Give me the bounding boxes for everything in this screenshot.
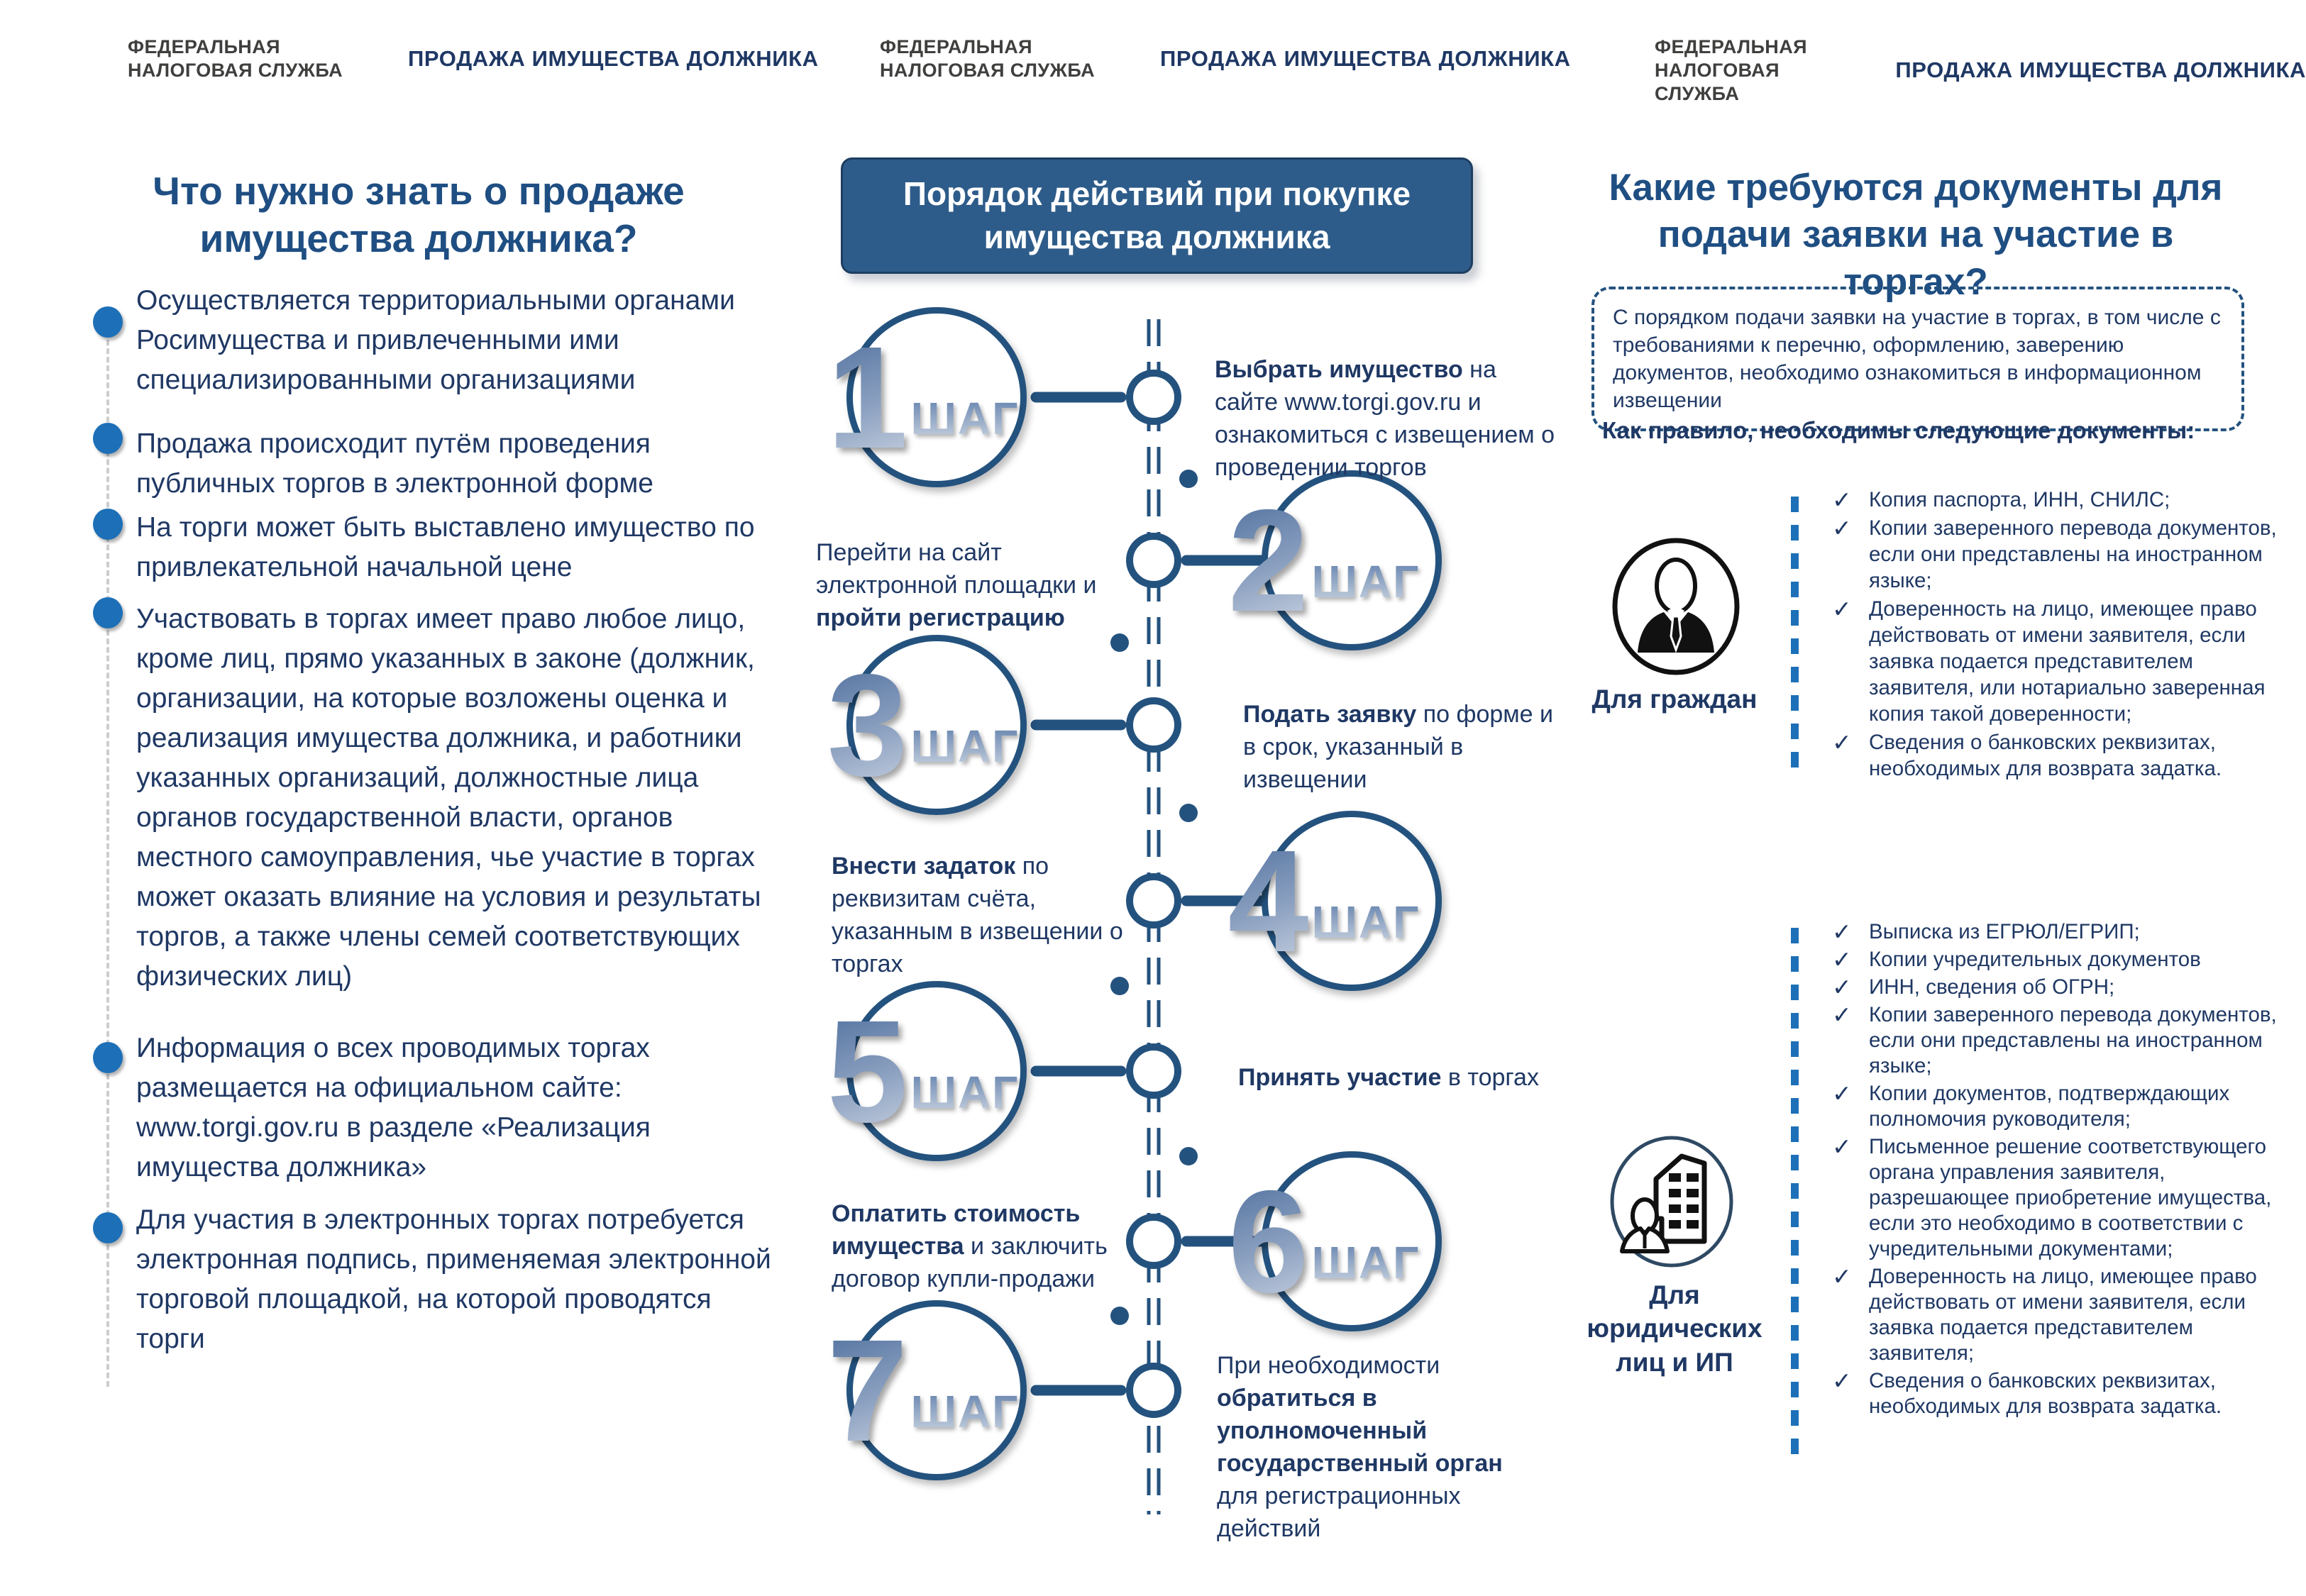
fns-logo (128, 35, 343, 82)
left-panel-title: Что нужно знать о продаже имущества должника? (153, 169, 685, 261)
legal-entity-icon (1608, 1134, 1736, 1270)
agency-line1: ФЕДЕРАЛЬНАЯ (880, 36, 1032, 57)
step-circle-7 (827, 1300, 1027, 1480)
list-item: ✓ Доверенность на лицо, имеющее право действовать от имени заявителя, если заявка подается представителем заявителя, или нотариально заверенная копия такой доверенности; (1832, 596, 2266, 726)
agency-line1: ФЕДЕРАЛЬНАЯ (128, 36, 280, 57)
agency-line2: НАЛОГОВАЯ СЛУЖБА (1655, 59, 1780, 104)
group-label-legal-entities: Для юридических лиц и ИП (1587, 1280, 1762, 1377)
step-circle-5 (827, 981, 1027, 1161)
check-icon: ✓ (1832, 729, 1852, 755)
step-number: 5 (827, 990, 908, 1153)
middle-panel-title: Порядок действий при покупке имущества должника (903, 175, 1411, 255)
step-word: ШАГ (1311, 1237, 1420, 1288)
step-word: ШАГ (1311, 556, 1420, 607)
agency-line1: ФЕДЕРАЛЬНАЯ (1655, 36, 1807, 57)
header-left (128, 35, 819, 82)
check-icon: ✓ (1832, 487, 1852, 513)
list-item: ✓ ИНН, сведения об ОГРН; (1832, 974, 2115, 1000)
step-number: 4 (1228, 819, 1309, 982)
list-item: ✓ Доверенность на лицо, имеющее право действовать от имени заявителя, если заявка подается представителем заявителя; (1832, 1263, 2257, 1365)
step-number: 6 (1228, 1160, 1309, 1323)
header-right (1655, 35, 2306, 106)
bullet-text: На торги может быть выставлено имущество по привлекательной начальной цене (136, 512, 755, 582)
group-separator (1791, 497, 1799, 780)
middle-panel-title-box (841, 157, 1473, 274)
check-icon: ✓ (1832, 1002, 1852, 1028)
step-text-1: Выбрать имущество на сайте www.torgi.gov.ru и ознакомиться с извещением о проведении торгов (1215, 356, 1555, 481)
header-middle (880, 35, 1571, 82)
list-item: ✓ Копии документов, подтверждающих полномочия руководителя; (1832, 1080, 2230, 1131)
bullet-text: Информация о всех проводимых торгах размещается на официальном сайте: www.torgi.gov.ru в разделе «Реализация имущества должника» (136, 1033, 651, 1182)
document-title: ПРОДАЖА ИМУЩЕСТВА ДОЛЖНИКА (1895, 57, 2306, 83)
check-icon: ✓ (1832, 1368, 1852, 1394)
bullet-marker (93, 597, 123, 628)
group-label-citizens: Для граждан (1591, 685, 1758, 714)
step-text-6: Оплатить стоимость имущества и заключить договор купли-продажи (832, 1200, 1108, 1292)
step-text-2: Перейти на сайт электронной площадки и пройти регистрацию (816, 539, 1097, 631)
step-number: 3 (827, 643, 908, 807)
list-item: ✓ Сведения о банковских реквизитах, необходимых для возврата задатка. (1832, 729, 2222, 780)
list-item: ✓ Копии заверенного перевода документов, если они представлены на иностранном языке; (1832, 1002, 2277, 1077)
check-icon: ✓ (1832, 596, 1852, 622)
right-panel-title: Какие требуются документы для подачи заявки на участие в торгах? (1609, 167, 2223, 303)
bullet-text: Участвовать в торгах имеет право любое лицо, кроме лиц, прямо указанных в законе (должник, организации, на которые возложены оценка и реализация имущества должника, и работники указанных организаций, должностные лица органов государственной власти, органов местного самоуправления, чье участие в торгах может оказать влияние на условия и результаты торгов, а также члены семей соответствующих физических лиц) (136, 604, 761, 992)
legal-entities-document-list (1832, 919, 2300, 1422)
list-item: ✓ Письменное решение соответствующего органа управления заявителя, разрешающее приобретение имущества, если это необходимо в соответствии с учредительными документами; (1832, 1134, 2272, 1260)
documents-subheading: Как правило, необходимы следующие документы: (1602, 417, 2195, 443)
document-title: ПРОДАЖА ИМУЩЕСТВА ДОЛЖНИКА (408, 45, 819, 71)
bullet-text: Для участия в электронных торгах потребуется электронная подпись, применяемая электронной торговой площадкой, на которой проводятся торги (136, 1204, 771, 1354)
step-circle-6 (1228, 1151, 1442, 1331)
step-word: ШАГ (910, 1067, 1020, 1118)
step-text-3: Подать заявку по форме и в срок, указанный в извещении (1243, 701, 1554, 793)
list-item: ✓ Копия паспорта, ИНН, СНИЛС; (1832, 487, 2170, 513)
step-word: ШАГ (1311, 897, 1420, 948)
agency-line2: НАЛОГОВАЯ СЛУЖБА (128, 59, 343, 81)
step-circle-1 (827, 307, 1027, 487)
check-icon: ✓ (1832, 1263, 1852, 1290)
citizens-document-list (1832, 487, 2300, 784)
bullet-text: Осуществляется территориальными органами Росимущества и привлеченными ими специализированными организациями (136, 285, 735, 395)
list-item: ✓ Сведения о банковских реквизитах, необходимых для возврата задатка. (1832, 1368, 2222, 1418)
step-circle-3 (827, 635, 1027, 815)
bullet-marker (93, 509, 123, 540)
check-icon: ✓ (1832, 919, 1852, 945)
step-text-5: Принять участие в торгах (1238, 1064, 1539, 1091)
bullet-marker (93, 306, 123, 338)
document-title: ПРОДАЖА ИМУЩЕСТВА ДОЛЖНИКА (1160, 45, 1571, 71)
fns-logo (880, 35, 1095, 82)
note-box: С порядком подачи заявки на участие в торгах, в том числе с требованиями к перечню, оформлению, заверению документов, необходимо ознакомиться в информационном извещении (1591, 287, 2244, 431)
check-icon: ✓ (1832, 515, 1852, 541)
step-circle-2 (1228, 470, 1442, 650)
check-icon: ✓ (1832, 1134, 1852, 1160)
bullet-text: Продажа происходит путём проведения публичных торгов в электронной форме (136, 428, 653, 499)
step-number: 1 (827, 316, 908, 479)
step-circle-4 (1228, 811, 1442, 991)
step-number: 2 (1228, 479, 1309, 642)
bullet-marker (93, 1212, 123, 1243)
fns-logo (1655, 35, 1830, 106)
list-item: ✓ Копии учредительных документов (1832, 946, 2201, 972)
step-number: 7 (827, 1309, 908, 1472)
list-item: ✓ Копии заверенного перевода документов, если они представлены на иностранном языке; (1832, 515, 2277, 592)
check-icon: ✓ (1832, 1080, 1852, 1107)
bullet-marker (93, 1042, 123, 1073)
bullet-marker (93, 423, 123, 454)
step-word: ШАГ (910, 721, 1020, 772)
agency-line2: НАЛОГОВАЯ СЛУЖБА (880, 59, 1096, 81)
check-icon: ✓ (1832, 946, 1852, 972)
group-separator (1791, 928, 1799, 1467)
check-icon: ✓ (1832, 974, 1852, 1000)
list-item: ✓ Выписка из ЕГРЮЛ/ЕГРИП; (1832, 919, 2140, 945)
citizen-icon (1611, 536, 1741, 677)
step-word: ШАГ (910, 393, 1020, 444)
step-text-7: При необходимости обратиться в уполномоченный государственный орган для регистрационных действий (1217, 1352, 1503, 1542)
step-word: ШАГ (910, 1386, 1020, 1437)
step-text-4: Внести задаток по реквизитам счёта, указанным в извещении о торгах (832, 853, 1123, 977)
